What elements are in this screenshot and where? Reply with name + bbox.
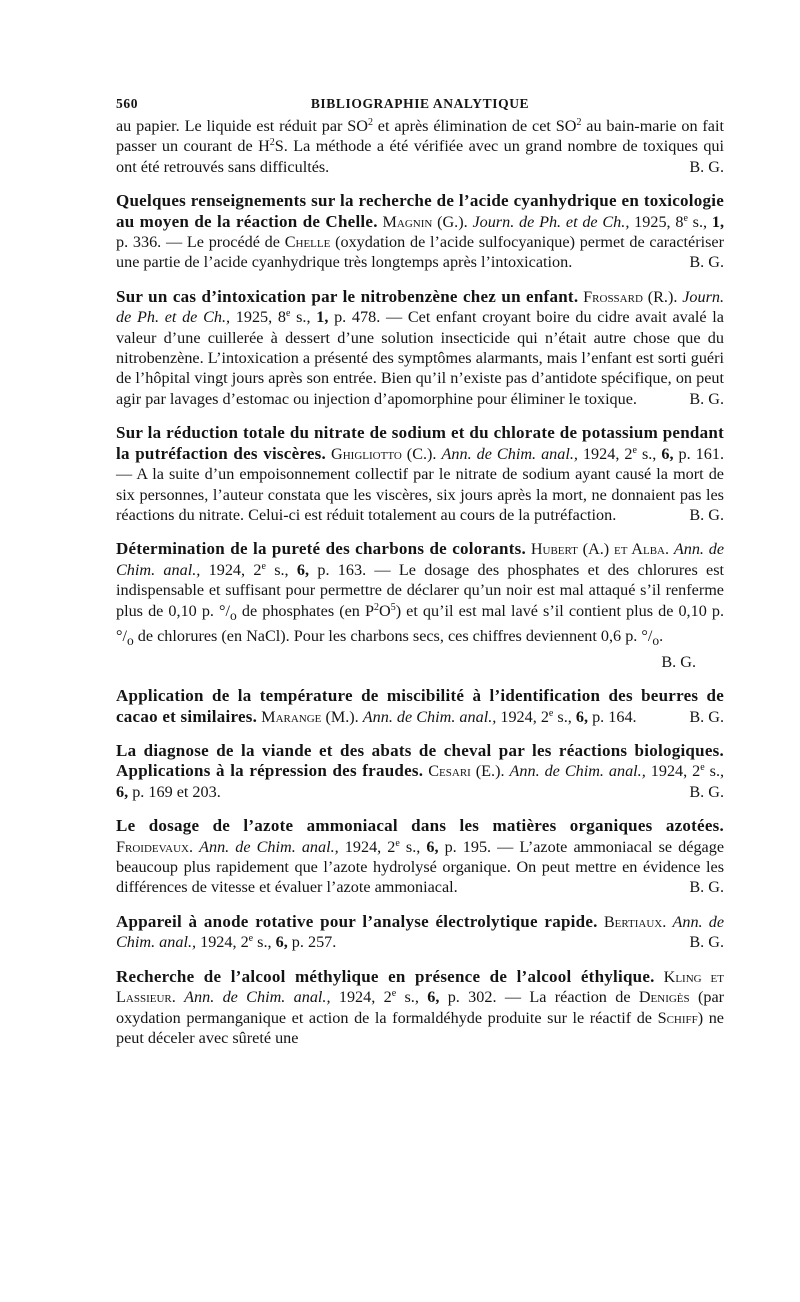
- entry-title: Détermination de la pureté des charbons de colorants.: [116, 539, 527, 559]
- superscript: 2: [269, 137, 275, 149]
- entry-reference: p. 336. — Le procédé de: [116, 233, 285, 252]
- entry-journal: Journ. de Ph. et de Ch.,: [116, 287, 725, 327]
- bibliography-entry: [116, 423, 724, 525]
- entry-body: (oxydation de l’acide sulfocyanique) permet de caractériser une partie de l’acide cyanhydrique très longtemps après l’intoxication.: [116, 233, 725, 272]
- entry-reference: s.,: [290, 308, 317, 327]
- bibliography-entry: [116, 816, 724, 898]
- entry-volume: 1,: [316, 308, 329, 327]
- entry-reference: s.,: [399, 837, 427, 856]
- entry-volume: 6,: [275, 933, 288, 952]
- entry-journal: Journ. de Ph. et de Ch.,: [472, 212, 630, 231]
- entry-author: Hubert (A.) et Alba.: [530, 540, 670, 559]
- entry-journal: Ann. de Chim. anal.,: [116, 912, 725, 952]
- running-title: BIBLIOGRAPHIE ANALYTIQUE: [310, 96, 530, 111]
- entry-body: .: [659, 627, 664, 646]
- entry-title: Sur la réduction totale du nitrate de sodium et du chlorate de potassium pendant la putréfaction des viscères.: [116, 423, 724, 463]
- entry-journal: Ann. de Chim. anal.,: [441, 444, 578, 463]
- entry-volume: 6,: [661, 444, 674, 463]
- entry-body: ) et qu’il est mal lavé s’il contient plus de 0,10 p. °/: [116, 601, 725, 646]
- entry-body: et après élimination de cet SO: [372, 117, 577, 135]
- entry-body: de chlorures (en NaCl). Pour les charbons secs, ces chiffres deviennent 0,6 p. °/: [133, 627, 653, 646]
- entry-author: Ghigliotto (C.).: [331, 444, 437, 463]
- subscript: o: [126, 633, 134, 649]
- superscript: 2: [374, 601, 379, 613]
- entry-body: au papier. Le liquide est réduit par SO: [116, 117, 368, 135]
- entry-reference: p. 257.: [287, 933, 337, 952]
- subscript: o: [652, 633, 660, 649]
- bibliography-entry: [116, 741, 724, 802]
- superscript: e: [391, 988, 397, 1000]
- entry-title: Sur un cas d’intoxication par le nitrobenzène chez un enfant.: [116, 286, 579, 306]
- entry-title: Le dosage de l’azote ammoniacal dans les matières organiques azotées.: [116, 816, 724, 836]
- signature: B. G.: [689, 782, 724, 801]
- entry-author: Cesari (E.).: [428, 762, 505, 781]
- bibliography-entry: [116, 912, 724, 953]
- entry-title: La diagnose de la viande et des abats de cheval par les réactions biologiques. Applications à la répression des fraudes.: [116, 741, 724, 781]
- superscript: 5: [390, 601, 396, 613]
- entry-body: — A la suite d’un empoisonnement collectif par le nitrate de sodium ayant causé la mort de six personnes, l’auteur constata que les viscères, six jours après la mort, ne donnaient pas les réactions du nitrate. Celui-ci est réduit totalement au cours de la putréfaction.: [116, 465, 724, 524]
- entry-body: (par oxydation permanganique et action de la formaldéhyde produite sur le réactif de: [116, 988, 725, 1027]
- entry-author: Frossard (R.).: [583, 287, 678, 306]
- entry-reference: 1924, 2: [650, 762, 701, 781]
- entry-reference: s.,: [704, 762, 725, 781]
- superscript: 2: [367, 117, 373, 128]
- superscript: e: [395, 837, 400, 849]
- entry-body: — Cet enfant croyant boire du cidre avait avalé la valeur d’une cuillerée à dessert d’une solution insecticide qui n’était autre chose que du nitrobenzène. L’intoxication a présenté des symptômes alarmants, mais l’enfant est sorti guéri de l’hôpital vingt jours après son entrée. Bien qu’il n’existe pas d’antidote spécifique, on peut agir par lavages d’estomac ou injection d’apomorphine pour éliminer le toxique.: [116, 308, 724, 408]
- bibliography-entry: [116, 539, 724, 652]
- entry-reference: s.,: [636, 444, 662, 463]
- cited-name: Schiff: [657, 1008, 698, 1027]
- bibliography-entry: [116, 287, 724, 409]
- running-header: [116, 92, 724, 116]
- superscript: e: [248, 933, 254, 945]
- entry-volume: 6,: [296, 560, 310, 579]
- entry-author: Bertiaux.: [603, 912, 667, 931]
- superscript: e: [683, 212, 688, 224]
- entry-title: Recherche de l’alcool méthylique en présence de l’alcool éthylique.: [116, 966, 655, 986]
- entry-reference: s.,: [265, 560, 297, 579]
- entry-reference: s.,: [553, 707, 576, 726]
- entry-volume: 6,: [116, 782, 129, 801]
- entry-reference: 1925, 8: [235, 308, 286, 327]
- entry-reference: 1924, 2: [200, 933, 249, 952]
- superscript: e: [261, 560, 266, 572]
- entry-reference: p. 161.: [673, 444, 724, 463]
- signature: B. G.: [689, 253, 724, 272]
- entry-reference: 1924, 2: [344, 837, 396, 856]
- entry-journal: Ann. de Chim. anal.,: [199, 837, 339, 856]
- signature: B. G.: [689, 707, 724, 726]
- entry-journal: Ann. de Chim. anal.,: [362, 707, 497, 726]
- entry-reference: p. 478.: [328, 308, 381, 327]
- entry-author: Marange (M.).: [261, 707, 359, 726]
- entry-reference: 1924, 2: [338, 988, 392, 1007]
- superscript: e: [700, 762, 705, 774]
- page-number: 560: [116, 96, 139, 111]
- bibliography-entry: [116, 191, 724, 273]
- entry-author: Froidevaux.: [116, 837, 194, 856]
- signature: B. G.: [689, 878, 724, 897]
- entry-body: — Le dosage des phosphates et des chlorures est indispensable et suffisant pour permettre de déclarer qu’un noir est mal attaqué s’il renferme plus de 0,10 p. °/: [116, 560, 725, 620]
- bibliography-entry: [116, 686, 724, 727]
- signature: B. G.: [689, 389, 724, 408]
- entry-reference: 1924, 2: [500, 707, 549, 726]
- superscript: 2: [576, 117, 582, 128]
- entry-reference: p. 163.: [309, 560, 367, 579]
- entry-title: Application de la température de miscibilité à l’identification des beurres de cacao et similaires.: [116, 686, 724, 726]
- entry-journal: Ann. de Chim. anal.,: [116, 540, 725, 579]
- entry-volume: 6,: [426, 837, 439, 856]
- entry-body: — L’azote ammoniacal se dégage beaucoup plus rapidement que l’azote hydrolysé organique. On peut mettre en évidence les différences de vitesse et évaluer l’azote ammoniacal.: [116, 837, 725, 897]
- superscript: e: [632, 444, 637, 456]
- subscript: o: [230, 607, 237, 623]
- bibliography-entry: [116, 967, 724, 1049]
- signature: B. G.: [689, 157, 724, 176]
- entry-continuation: [116, 116, 724, 177]
- signature: B. G.: [661, 652, 696, 671]
- superscript: e: [548, 707, 554, 719]
- entry-volume: 6,: [427, 988, 440, 1007]
- entry-title: Quelques renseignements sur la recherche de l’acide cyanhydrique en toxicologie au moyen de la réaction de Chelle.: [116, 191, 724, 231]
- page: [116, 92, 724, 1048]
- entry-body: O: [379, 601, 391, 620]
- entry-reference: 1925, 8: [634, 212, 684, 231]
- entry-reference: p. 164.: [588, 707, 637, 726]
- entry-reference: s.,: [396, 988, 428, 1007]
- cited-name: Denigès: [638, 988, 690, 1007]
- superscript: e: [285, 308, 291, 320]
- entry-author: Kling et Lassieur.: [116, 967, 724, 1007]
- entry-author: Magnin (G.).: [382, 212, 468, 231]
- entry-volume: 1,: [711, 212, 724, 231]
- entry-volume: 6,: [575, 707, 589, 726]
- entry-reference: p. 302.: [439, 988, 497, 1007]
- entry-reference: s.,: [687, 212, 712, 231]
- entry-reference: p. 169 et 203.: [128, 782, 221, 801]
- entry-body: au bain-marie on fait passer un courant de H: [116, 117, 724, 156]
- entry-body: ) ne peut déceler avec sûreté une: [116, 1008, 724, 1047]
- entry-body: S. La méthode a été vérifiée avec un grand nombre de toxiques qui ont été retrouvés sans difficultés.: [116, 137, 725, 176]
- entry-reference: 1924, 2: [582, 444, 633, 463]
- entry-reference: 1924, 2: [208, 560, 262, 579]
- entry-journal: Ann. de Chim. anal.,: [184, 988, 331, 1007]
- entry-journal: Ann. de Chim. anal.,: [509, 762, 646, 781]
- entry-reference: p. 195.: [438, 837, 492, 856]
- entry-title: Appareil à anode rotative pour l’analyse électrolytique rapide.: [116, 911, 598, 931]
- cited-name: Chelle: [284, 233, 331, 252]
- entry-body: de phosphates (en P: [236, 601, 374, 620]
- entry-body: — La réaction de: [496, 988, 639, 1007]
- entry-reference: s.,: [253, 933, 276, 952]
- signature: B. G.: [689, 933, 724, 952]
- signature: B. G.: [689, 505, 724, 524]
